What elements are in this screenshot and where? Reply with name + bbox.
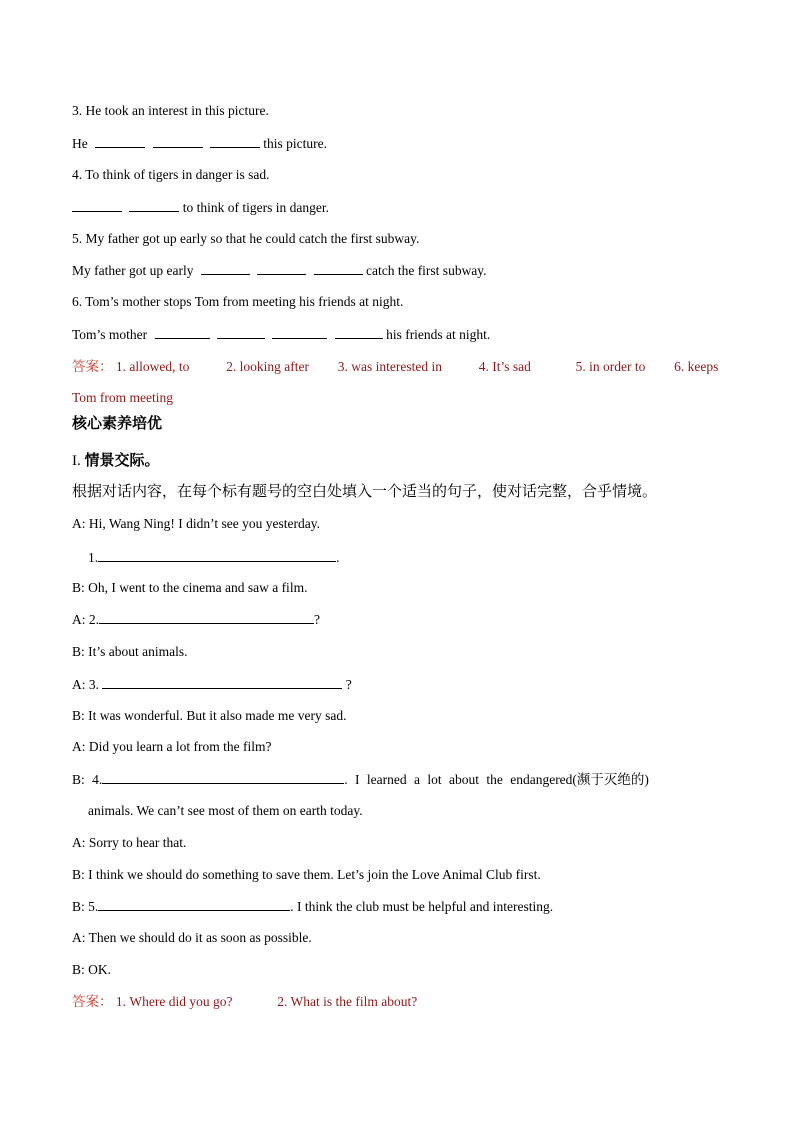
blank-5[interactable]	[98, 897, 290, 911]
part-number: I.	[72, 453, 81, 469]
blank-4[interactable]	[102, 770, 344, 784]
punct: .	[336, 550, 340, 565]
answer-label: 答案：	[72, 359, 113, 375]
rewrite-4	[72, 198, 329, 217]
dialogue-line-9-text: . I learned a lot about the endangered(	[344, 772, 577, 787]
blank[interactable]	[72, 198, 122, 212]
question-4: 4. To think of tigers in danger is sad.	[72, 167, 270, 182]
blank-3[interactable]	[102, 675, 342, 689]
section-heading: 核心素养培优	[72, 414, 163, 432]
rewrite-6	[72, 325, 490, 344]
blank[interactable]	[272, 325, 327, 339]
dialogue-line-5: B: It’s about animals.	[72, 644, 188, 659]
rewrite-5	[72, 261, 487, 280]
punct: ?	[345, 677, 352, 692]
blank[interactable]	[210, 134, 260, 148]
dialogue-line-8: A: Did you learn a lot from the film?	[72, 739, 272, 754]
dialogue-line-12: B: I think we should do something to save them. Let’s join the Love Animal Club first.	[72, 867, 541, 882]
rewrite-3-start: He	[72, 136, 88, 151]
blank-2[interactable]	[99, 610, 314, 624]
answer-2: 2. looking after	[226, 359, 309, 374]
blank[interactable]	[95, 134, 145, 148]
instruction: 根据对话内容，在每个标有题号的空白处填入一个适当的句子，使对话完整，合乎情境。	[72, 482, 658, 500]
blank[interactable]	[217, 325, 265, 339]
rewrite-5-end: catch the first subway.	[365, 263, 487, 278]
chinese-gloss: 濒于灭绝的	[576, 772, 645, 788]
blank-number-5: B: 5.	[72, 899, 99, 914]
question-5: 5. My father got up early so that he could catch the first subway.	[72, 231, 420, 246]
question-3: 3. He took an interest in this picture.	[72, 103, 269, 118]
dialogue-line-14: A: Then we should do it as soon as possible.	[72, 930, 312, 945]
answer-1: 1. allowed, to	[115, 359, 190, 374]
blank[interactable]	[335, 325, 383, 339]
rewrite-5-start: My father got up early	[72, 263, 194, 278]
dialogue-answer-1: 1. Where did you go?	[115, 994, 233, 1009]
blank[interactable]	[201, 261, 250, 275]
dialogue-answer-row	[72, 993, 417, 1011]
dialogue-line-9	[72, 770, 649, 789]
dialogue-line-7: B: It was wonderful. But it also made me very sad.	[72, 708, 347, 723]
answer-6: 6. keeps	[674, 359, 719, 374]
dialogue-line-10: animals. We can’t see most of them on earth today.	[88, 803, 363, 818]
rewrite-3-end: this picture.	[263, 136, 327, 151]
answer-4: 4. It’s sad	[478, 359, 531, 374]
dialogue-line-4	[72, 610, 320, 629]
dialogue-line-3: B: Oh, I went to the cinema and saw a film.	[72, 580, 308, 595]
rewrite-4-end: to think of tigers in danger.	[182, 200, 329, 215]
blank-number-1: 1.	[88, 550, 99, 565]
blank-1[interactable]	[98, 548, 336, 562]
blank[interactable]	[257, 261, 306, 275]
part-title	[72, 451, 160, 470]
rewrite-6-end: his friends at night.	[386, 327, 491, 342]
answer-continuation: Tom from meeting	[72, 390, 174, 405]
dialogue-line-13-text: . I think the club must be helpful and interesting.	[290, 899, 554, 914]
blank[interactable]	[314, 261, 363, 275]
rewrite-6-start: Tom’s mother	[72, 327, 148, 342]
answer-3: 3. was interested in	[337, 359, 442, 374]
dialogue-line-15: B: OK.	[72, 962, 112, 977]
question-6: 6. Tom’s mother stops Tom from meeting his friends at night.	[72, 294, 404, 309]
answer-row	[72, 358, 718, 376]
dialogue-line-13	[72, 897, 553, 916]
blank-number-3: A: 3.	[72, 677, 99, 692]
dialogue-line-6	[72, 675, 352, 694]
blank[interactable]	[155, 325, 210, 339]
part-title-text: 情景交际。	[84, 451, 160, 469]
blank-number-2: A: 2.	[72, 612, 99, 627]
rewrite-3	[72, 134, 327, 153]
punct: )	[644, 772, 649, 787]
dialogue-line-2	[88, 548, 340, 567]
blank-number-4: B: 4.	[72, 772, 103, 787]
blank[interactable]	[129, 198, 179, 212]
dialogue-line-1: A: Hi, Wang Ning! I didn’t see you yesterday.	[72, 516, 320, 531]
dialogue-answer-2: 2. What is the film about?	[277, 994, 418, 1009]
answer-5: 5. in order to	[575, 359, 646, 374]
answer-label: 答案：	[72, 994, 113, 1010]
dialogue-line-11: A: Sorry to hear that.	[72, 835, 187, 850]
blank[interactable]	[153, 134, 203, 148]
punct: ?	[314, 612, 320, 627]
